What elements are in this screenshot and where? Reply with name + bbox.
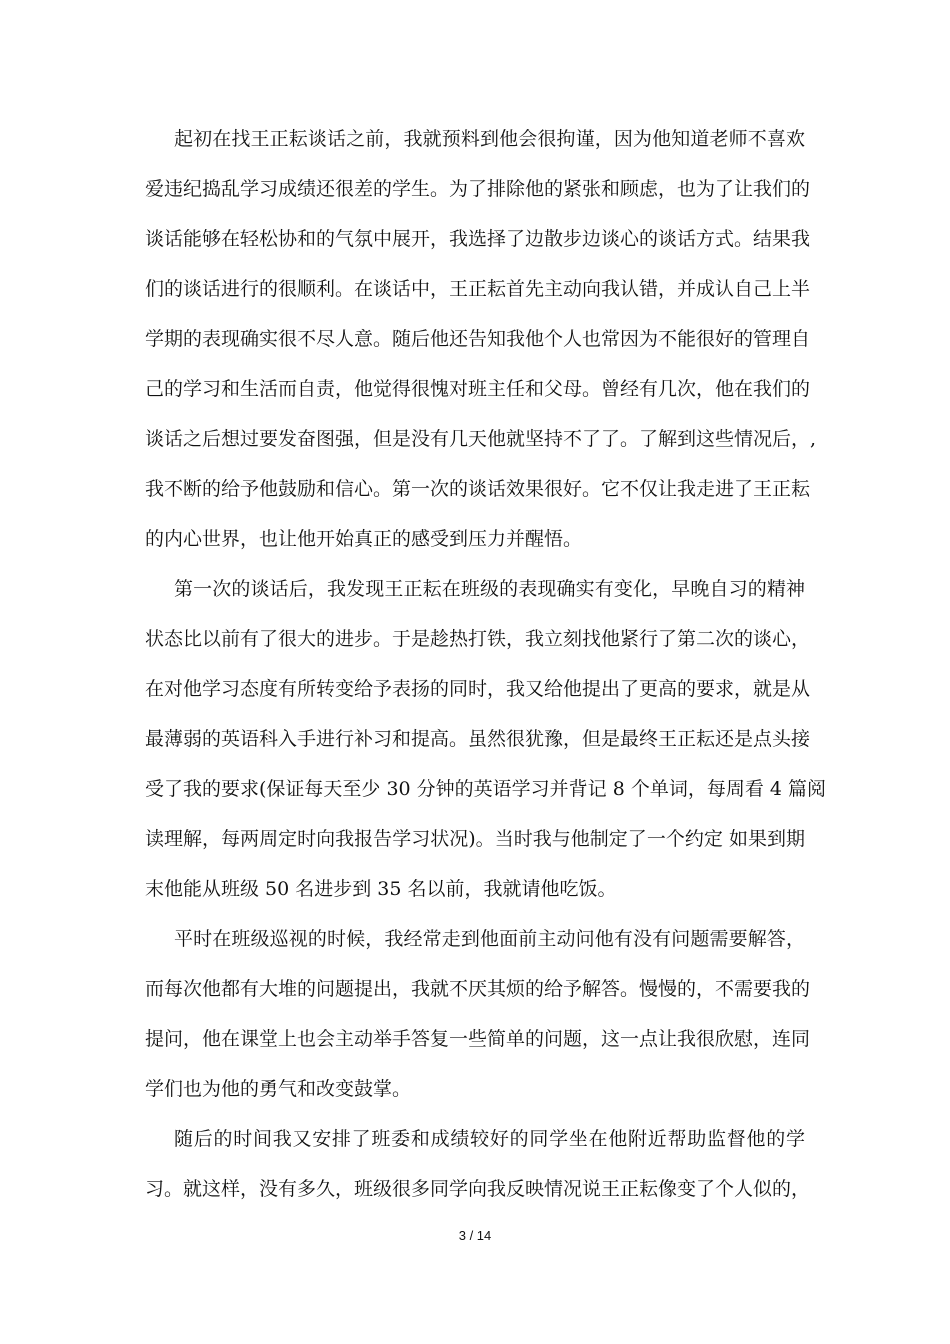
text-line: 在对他学习态度有所转变给予表扬的同时，我又给他提出了更高的要求，就是从 — [145, 678, 811, 700]
text-line: 的内心世界，也让他开始真正的感受到压力并醒悟。 — [145, 528, 583, 550]
text-line: 状态比以前有了很大的进步。于是趁热打铁，我立刻找他紧行了第二次的谈心， — [145, 628, 811, 650]
text-line: 最薄弱的英语科入手进行补习和提高。虽然很犹豫，但是最终王正耘还是点头接 — [145, 728, 811, 750]
text-line: 谈话能够在轻松协和的气氛中展开，我选择了边散步边谈心的谈话方式。结果我 — [145, 228, 811, 250]
text-line: 而每次他都有大堆的问题提出，我就不厌其烦的给予解答。慢慢的，不需要我的 — [145, 978, 811, 1000]
text-line: 第一次的谈话后，我发现王正耘在班级的表现确实有变化，早晚自习的精神 — [174, 578, 805, 600]
text-line: 谈话之后想过要发奋图强，但是没有几天他就坚持不了了。了解到这些情况后，, — [145, 428, 817, 450]
text-line: 随后的时间我又安排了班委和成绩较好的同学坐在他附近帮助监督他的学 — [174, 1128, 805, 1150]
text-line: 提问，他在课堂上也会主动举手答复一些简单的问题，这一点让我很欣慰，连同 — [145, 1028, 811, 1050]
text-line: 爱违纪捣乱学习成绩还很差的学生。为了排除他的紧张和顾虑，也为了让我们的 — [145, 178, 811, 200]
text-line: 们的谈话进行的很顺利。在谈话中，王正耘首先主动向我认错，并成认自己上半 — [145, 278, 811, 300]
page-number: 3 / 14 — [458, 1228, 492, 1243]
text-line: 受了我的要求(保证每天至少 30 分钟的英语学习并背记 8 个单词，每周看 4 篇阅 — [145, 778, 827, 800]
text-line: 学们也为他的勇气和改变鼓掌。 — [145, 1078, 412, 1100]
paragraph-3 — [145, 914, 811, 1114]
paragraph-1 — [145, 114, 817, 564]
text-line: 平时在班级巡视的时候，我经常走到他面前主动问他有没有问题需要解答， — [174, 928, 805, 950]
paragraph-4 — [145, 1114, 811, 1214]
text-line: 习。就这样，没有多久，班级很多同学向我反映情况说王正耘像变了个人似的， — [145, 1178, 811, 1200]
text-line: 我不断的给予他鼓励和信心。第一次的谈话效果很好。它不仅让我走进了王正耘 — [145, 478, 811, 500]
text-line: 读理解，每两周定时向我报告学习状况)。当时我与他制定了一个约定 如果到期 — [145, 828, 805, 850]
text-line: 学期的表现确实很不尽人意。随后他还告知我他个人也常因为不能很好的管理自 — [145, 328, 811, 350]
text-line: 己的学习和生活而自责，他觉得很愧对班主任和父母。曾经有几次，他在我们的 — [145, 378, 811, 400]
text-line: 末他能从班级 50 名进步到 35 名以前，我就请他吃饭。 — [145, 878, 617, 900]
paragraph-2 — [145, 564, 827, 914]
body-text — [145, 114, 827, 1214]
text-line: 起初在找王正耘谈话之前，我就预料到他会很拘谨，因为他知道老师不喜欢 — [174, 128, 805, 150]
